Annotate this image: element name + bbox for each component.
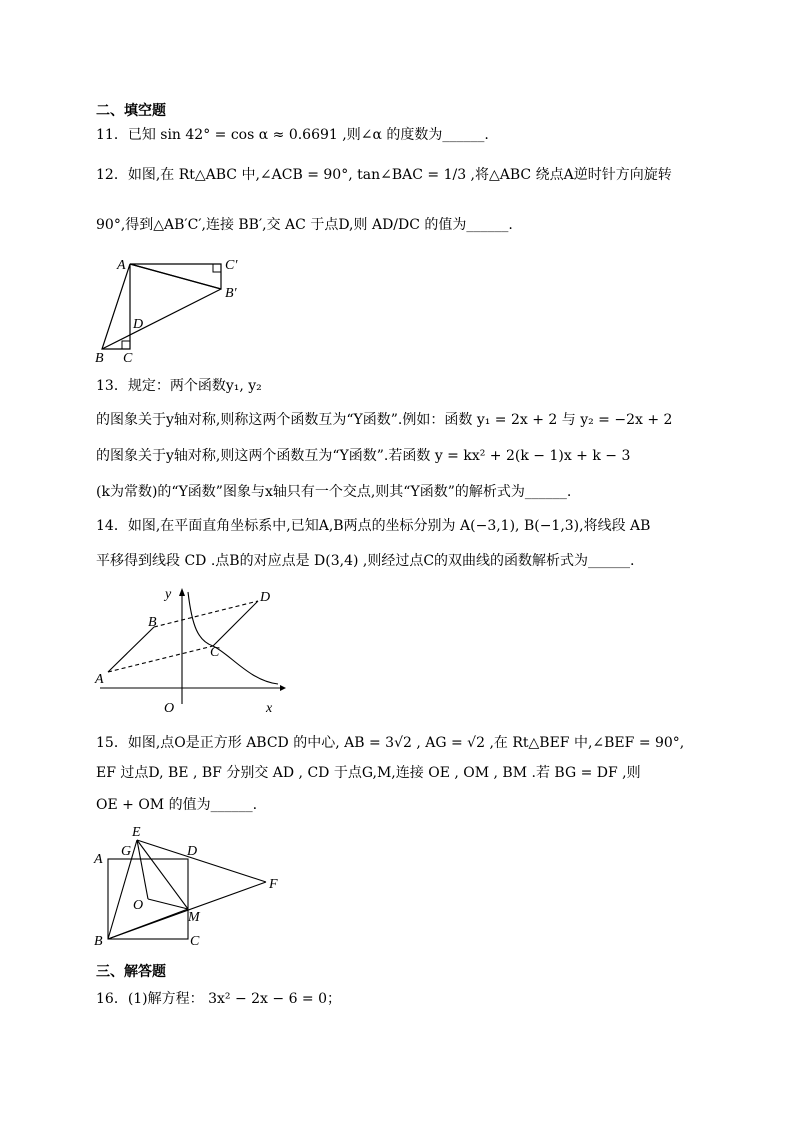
segment-bb1 [102, 289, 221, 349]
label-e: E [132, 825, 141, 840]
right-angle-mark-c [122, 341, 130, 349]
label-c1: C′ [225, 258, 238, 273]
question-14-line1: 14．如图,在平面直角坐标系中,已知A,B两点的坐标分别为 A(−3,1), B(−1,3),将线段 AB [96, 518, 651, 534]
segment-ab1 [130, 264, 221, 289]
section-heading-fill-in: 二、填空题 [96, 103, 166, 119]
label-b: B [94, 934, 103, 949]
hyperbola-curve [188, 592, 278, 684]
question-16: 16．(1)解方程： 3x² − 2x − 6 = 0； [96, 991, 342, 1007]
x-axis-arrow [280, 685, 286, 691]
question-12-line2: 90°,得到△AB′C′,连接 BB′,交 AC 于点D,则 AD/DC 的值为______. [96, 217, 513, 233]
label-g: G [121, 844, 132, 859]
segment-oe [137, 840, 148, 899]
label-f: F [269, 877, 278, 892]
label-d: D [187, 844, 198, 859]
question-12-line1: 12．如图,在 Rt△ABC 中,∠ACB = 90°, tan∠BAC = 1/3 ,将△ABC 绕点A逆时针方向旋转 [96, 167, 672, 183]
label-a: A [95, 672, 104, 687]
section-heading-solve: 三、解答题 [96, 964, 166, 980]
figure-q15 [90, 823, 290, 948]
question-13-line2: 的图象关于y轴对称,则称这两个函数互为“Y函数”.例如：函数 y₁ = 2x + 2 与 y₂ = −2x + 2 [96, 412, 673, 428]
question-15-line1: 15．如图,点O是正方形 ABCD 的中心, AB = 3√2 , AG = √2 ,在 Rt△BEF 中,∠BEF = 90°, [96, 735, 685, 751]
segment-cd [213, 601, 258, 646]
question-14-line2: 平移得到线段 CD .点B的对应点是 D(3,4) ,则经过点C的双曲线的函数解析式为______. [96, 553, 635, 569]
label-y: y [165, 587, 172, 602]
question-15-line3: OE + OM 的值为______. [96, 797, 258, 813]
figure-q14 [90, 586, 290, 716]
segment-bm [108, 909, 188, 939]
label-x: x [266, 701, 273, 716]
label-b: B [95, 351, 104, 366]
label-d: D [133, 317, 144, 332]
right-angle-mark-c1 [213, 264, 221, 272]
segment-em [137, 840, 188, 909]
label-d: D [260, 590, 271, 605]
segment-ac [108, 646, 213, 672]
label-o: O [164, 701, 175, 716]
segment-ab [108, 627, 154, 672]
question-13-line3: 的图象关于y轴对称,则这两个函数互为“Y函数”.若函数 y = kx² + 2(k − 1)x + k − 3 [96, 448, 631, 464]
question-13-line4: (k为常数)的“Y函数”图象与x轴只有一个交点,则其“Y函数”的解析式为______. [96, 484, 572, 500]
label-c: C [210, 645, 220, 660]
label-c: C [123, 351, 133, 366]
label-c: C [190, 934, 200, 949]
y-axis-arrow [179, 588, 185, 596]
label-a: A [117, 258, 126, 273]
segment-bd [154, 601, 258, 627]
triangle-abc [102, 264, 130, 349]
figure-q12 [90, 250, 260, 370]
label-m: M [188, 910, 200, 925]
label-b: B [148, 615, 157, 630]
label-a: A [94, 852, 103, 867]
label-o: O [133, 898, 144, 913]
segment-ef [137, 840, 266, 882]
question-13-line1: 13．规定：两个函数y₁, y₂ [96, 378, 262, 394]
label-b1: B′ [225, 286, 237, 301]
question-15-line2: EF 过点D, BE , BF 分别交 AD , CD 于点G,M,连接 OE , OM , BM .若 BG = DF ,则 [96, 765, 641, 781]
question-11: 11．已知 sin 42° = cos α ≈ 0.6691 ,则∠α 的度数为______. [96, 127, 489, 143]
